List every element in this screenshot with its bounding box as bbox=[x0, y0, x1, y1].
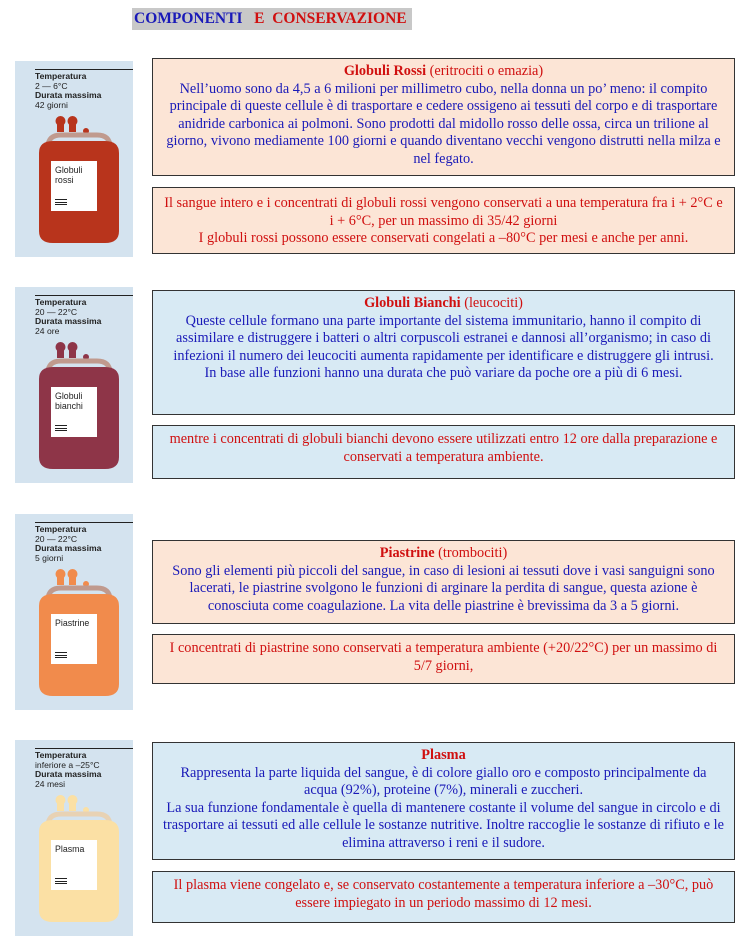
storage-paragraph: Il plasma viene congelato e, se conservato costantemente a temperatura inferiore a –30°C, può essere impiegato in un periodo massimo di 12 mesi. bbox=[173, 877, 714, 911]
description-heading: Piastrine bbox=[379, 545, 435, 561]
bag-label bbox=[51, 614, 97, 664]
storage-paragraph: I concentrati di piastrine sono conservati a temperatura ambiente (+20/22°C) per un massimo di 5/7 giorni, bbox=[169, 640, 718, 674]
duration-value: 42 giorni bbox=[35, 99, 68, 110]
duration-label: Durata massima bbox=[35, 543, 102, 554]
bag-label-line1: Globuli bbox=[55, 165, 83, 175]
blood-bag-icon bbox=[15, 61, 133, 257]
bag-label-line1: Globuli bbox=[55, 391, 83, 401]
blood-bag-icon bbox=[15, 740, 133, 936]
description-box-globuli-bianchi bbox=[152, 290, 735, 415]
duration-label: Durata massima bbox=[35, 769, 102, 780]
bag-label bbox=[51, 840, 97, 890]
bag-label bbox=[51, 161, 97, 211]
duration-value: 24 mesi bbox=[35, 778, 66, 789]
description-paragraph: In base alle funzioni hanno una durata che può variare da poche ore a più di 6 mesi. bbox=[204, 365, 683, 381]
storage-card-plasma bbox=[15, 740, 133, 936]
page-title bbox=[132, 8, 412, 30]
description-subheading: (leucociti) bbox=[464, 295, 523, 311]
storage-box-globuli-bianchi bbox=[152, 425, 735, 479]
temperature-value: 20 — 22°C bbox=[35, 533, 78, 544]
blood-bag-icon bbox=[15, 514, 133, 710]
temperature-label: Temperatura bbox=[35, 71, 87, 81]
bag-label-line1: Plasma bbox=[55, 844, 85, 854]
description-box-piastrine bbox=[152, 540, 735, 624]
title-part1: COMPONENTI bbox=[134, 10, 243, 27]
storage-paragraph: mentre i concentrati di globuli bianchi devono essere utilizzati entro 12 ore dalla preparazione e conservati a temperatura ambiente. bbox=[169, 431, 718, 465]
description-subheading: (tromboci​ti) bbox=[438, 545, 508, 561]
blood-bag-icon bbox=[15, 287, 133, 483]
bag-label-line1: Piastrine bbox=[55, 618, 90, 628]
title-part2: E CONSERVAZIONE bbox=[254, 10, 407, 27]
barcode-icon bbox=[55, 652, 67, 658]
description-box-globuli-rossi bbox=[152, 58, 735, 176]
description-paragraph: Sono gli elementi più piccoli del sangue, in caso di lesioni ai tessuti dove i vasi sanguigni sono lacerati, le piastrine svolgono le funzioni di arginare la perdita di sangue, questa azione è conosciuta come coagulazione. La vita delle piastrine è brevissima da 3 a 5 giorni. bbox=[172, 562, 715, 614]
bag-label-line2: rossi bbox=[55, 175, 74, 185]
description-paragraph: Queste cellule formano una parte importante del sistema immunitario, hanno il compito di assimilare e distruggere i batteri o altri corpuscoli estranei e dannosi all’organismo; in caso di infezioni il numero dei leucociti aumenta rapidamente per identificare e distruggere gli intrusi. bbox=[173, 312, 714, 364]
duration-label: Durata massima bbox=[35, 316, 102, 327]
barcode-icon bbox=[55, 199, 67, 205]
bag-label-line2: bianchi bbox=[55, 401, 83, 411]
description-box-plasma bbox=[152, 742, 735, 860]
storage-card-piastrine bbox=[15, 514, 133, 710]
description-heading: Plasma bbox=[421, 747, 466, 763]
description-heading: Globuli Rossi bbox=[343, 63, 427, 79]
temperature-label: Temperatura bbox=[35, 524, 87, 534]
description-subheading: (eritrociti o emazia) bbox=[429, 63, 544, 79]
temperature-value: 20 — 22°C bbox=[35, 306, 78, 317]
duration-label: Durata massima bbox=[35, 90, 102, 101]
bag-label bbox=[51, 387, 97, 437]
duration-value: 24 ore bbox=[35, 325, 60, 336]
description-paragraph: Rappresenta la parte liquida del sangue, è di colore giallo oro e composto principalmente da acqua (92%), proteine (7%), minerali e zuccheri. bbox=[180, 764, 707, 798]
barcode-icon bbox=[55, 878, 67, 884]
temperature-label: Temperatura bbox=[35, 750, 87, 760]
temperature-value: 2 — 6°C bbox=[35, 80, 68, 91]
barcode-icon bbox=[55, 425, 67, 431]
storage-card-globuli-bianchi bbox=[15, 287, 133, 483]
storage-paragraph: I globuli rossi possono essere conservati congelati a –80°C per mesi e anche per anni. bbox=[198, 230, 689, 246]
storage-box-plasma bbox=[152, 871, 735, 923]
temperature-label: Temperatura bbox=[35, 297, 87, 307]
storage-box-piastrine bbox=[152, 634, 735, 684]
description-heading: Globuli Bianchi bbox=[364, 295, 461, 311]
duration-value: 5 giorni bbox=[35, 552, 64, 563]
description-paragraph: La sua funzione fondamentale è quella di mantenere costante il volume del sangue in circolo e di trasportare ai tessuti ed alle cellule le sostanze nutritive. Inoltre raccoglie le sostanze di rifiuto e le elimina attraverso i reni e il sudore. bbox=[163, 799, 724, 851]
description-paragraph: Nell’uomo sono da 4,5 a 6 milioni per millimetro cubo, nella donna un po’ meno: il compito principale di queste cellule è di trasportare e cedere ossigeno ai tessuti del corpo e di trasportare anidride carbonica ai polmoni. Sono prodotti dal midollo rosso delle ossa, circa un trilione al giorno, vivono mediamente 100 giorni e quando diventano vecchi vengono distrutti nella milza e nel fegato. bbox=[166, 80, 721, 167]
storage-box-globuli-rossi bbox=[152, 187, 735, 254]
temperature-value: inferiore a –25°C bbox=[35, 759, 100, 770]
storage-card-globuli-rossi bbox=[15, 61, 133, 257]
storage-paragraph: Il sangue intero e i concentrati di globuli rossi vengono conservati a una temperatura fra i + 2°C e i + 6°C, per un massimo di 35/42 giorni bbox=[164, 195, 723, 229]
